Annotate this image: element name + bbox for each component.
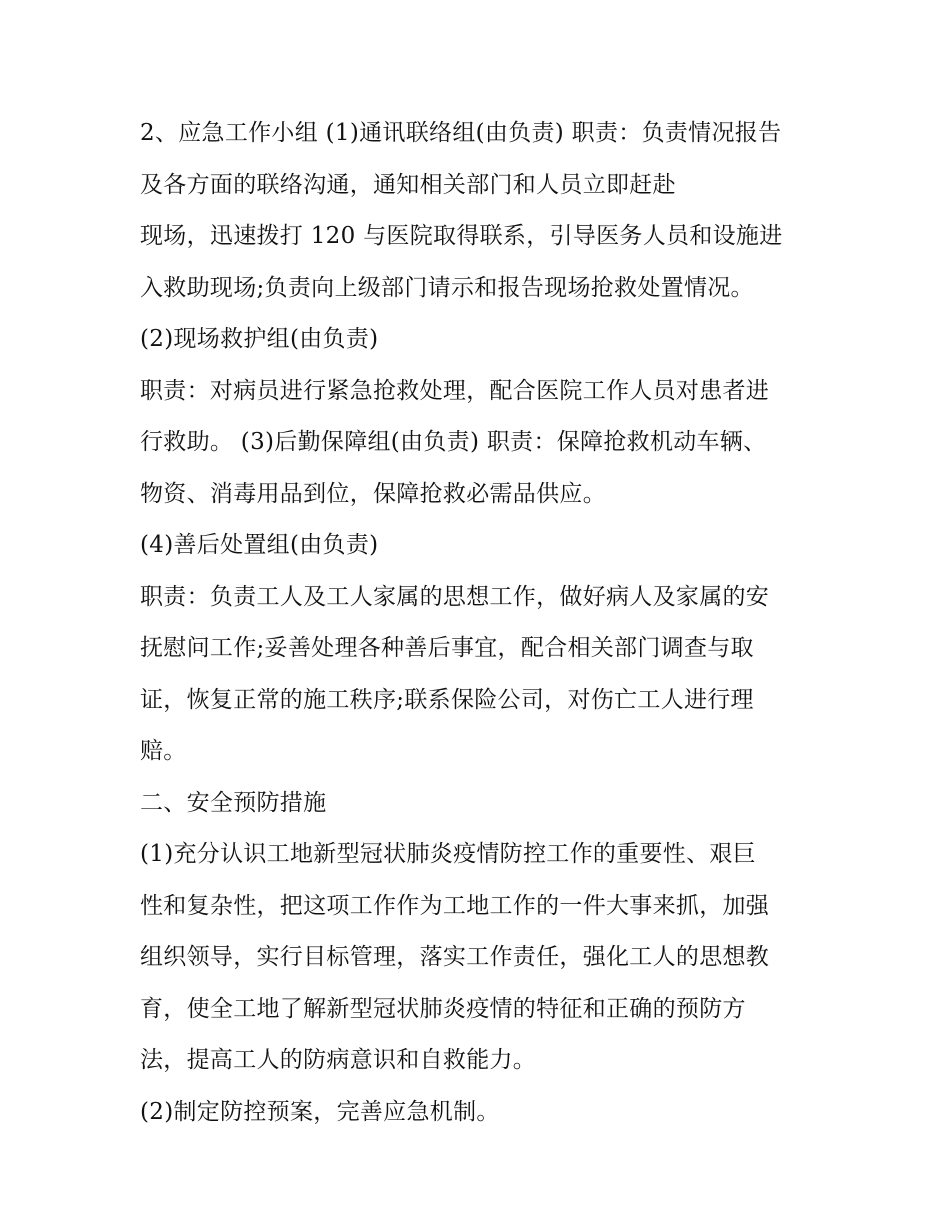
text-line-10: 职责：负责工人及工人家属的思想工作，做好病人及家属的安 — [140, 583, 770, 610]
section-heading: 二、安全预防措施 — [140, 789, 327, 816]
document-body — [140, 108, 820, 1138]
text-line-9: (4)善后处置组(由负责) — [140, 532, 379, 558]
text-line-15: (1)充分认识工地新型冠状肺炎疫情防控工作的重要性、艰巨 — [140, 841, 756, 867]
text-line-7: 行救助。 (3)后勤保障组(由负责) 职责：保障抢救机动车辆、 — [140, 429, 767, 455]
text-line-5: (2)现场救护组(由负责) — [140, 326, 379, 352]
text-line-18: 育，使全工地了解新型冠状肺炎疫情的特征和正确的预防方 — [140, 995, 746, 1022]
text-line-17: 组织领导，实行目标管理，落实工作责任，强化工人的思想教 — [140, 944, 770, 970]
text-line-11: 抚慰问工作;妥善处理各种善后事宜，配合相关部门调查与取 — [140, 635, 754, 661]
text-line-6: 职责：对病员进行紧急抢救处理，配合医院工作人员对患者进 — [140, 377, 770, 404]
text-line-13: 赔。 — [140, 738, 187, 764]
text-line-8: 物资、消毒用品到位，保障抢救必需品供应。 — [140, 480, 606, 507]
text-line-19: 法，提高工人的防病意识和自救能力。 — [140, 1047, 537, 1073]
text-line-3: 现场，迅速拨打 120 与医院取得联系，引导医务人员和设施进 — [140, 223, 783, 249]
text-line-1: 2、应急工作小组 (1)通讯联络组(由负责) 职责：负责情况报告 — [140, 120, 782, 146]
text-line-20: (2)制定防控预案，完善应急机制。 — [140, 1098, 500, 1125]
text-line-16: 性和复杂性，把这项工作作为工地工作的一件大事来抓，加强 — [140, 892, 770, 919]
text-line-12: 证，恢复正常的施工秩序;联系保险公司，对伤亡工人进行理 — [140, 686, 754, 713]
text-line-4: 入救助现场;负责向上级部门请示和报告现场抢救处置情况。 — [140, 274, 754, 301]
text-line-2: 及各方面的联络沟通，通知相关部门和人员立即赶赴 — [140, 171, 676, 198]
